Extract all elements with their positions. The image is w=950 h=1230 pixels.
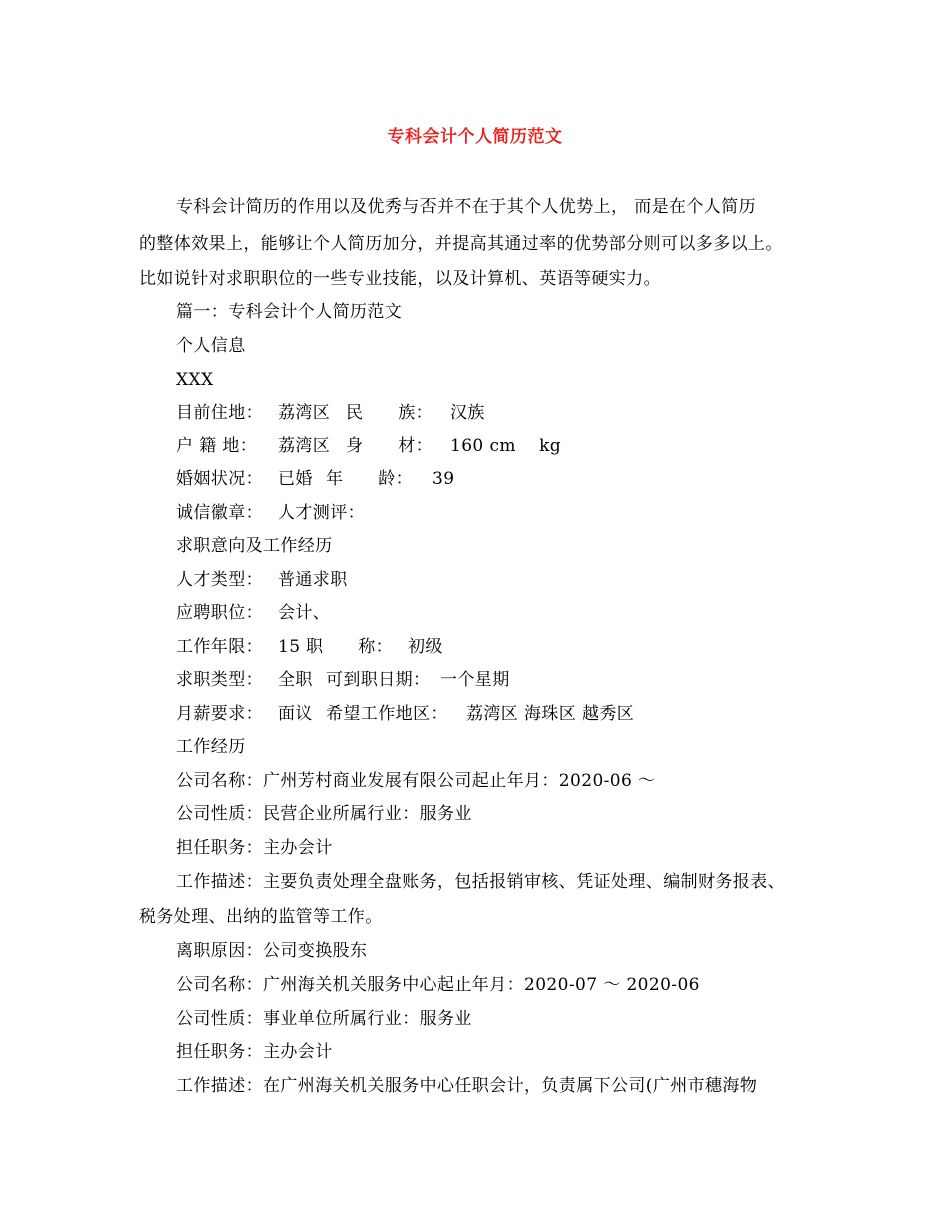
job-type-row [176, 669, 510, 691]
height-value: 160 cm kg [450, 436, 562, 456]
job-title-value: 初级 [408, 637, 443, 657]
candidate-name: XXX [176, 370, 214, 390]
experience-line: 公司名称：广州海关机关服务中心起止年月：2020-07 ～ 2020-06 [176, 975, 700, 995]
job-title-label: 职 称： [306, 637, 393, 657]
ethnic-label: 民 族： [346, 403, 433, 423]
hukou-label: 户 籍 地： [176, 436, 258, 456]
salary-value: 面议 [278, 704, 313, 724]
section-heading: 篇一：专科会计个人简历范文 [176, 302, 403, 322]
residence-label: 目前住地： [176, 403, 263, 423]
experience-line: 担任职务：主办会计 [176, 838, 333, 858]
intro-line-1: 专科会计简历的作用以及优秀与否并不在于其个人优势上， 而是在个人简历 [176, 197, 757, 217]
intro-line-3: 比如说针对求职职位的一些专业技能，以及计算机、英语等硬实力。 [139, 269, 661, 289]
start-date-value: 一个星期 [440, 670, 510, 690]
talent-type-value: 普通求职 [278, 570, 348, 590]
position-row [176, 602, 330, 624]
experience-heading: 工作经历 [176, 737, 246, 757]
experience-line: 工作描述：在广州海关机关服务中心任职会计，负责属下公司(广州市穗海物 [176, 1076, 758, 1096]
experience-line: 公司性质：民营企业所属行业：服务业 [176, 804, 472, 824]
talent-type-row [176, 569, 348, 591]
intro-line-2: 的整体效果上，能够让个人简历加分，并提高其通过率的优势部分则可以多多以上。 [139, 234, 783, 254]
salary-label: 月薪要求： [176, 704, 263, 724]
document-title: 专科会计个人简历范文 [387, 127, 563, 147]
experience-line: 担任职务：主办会计 [176, 1042, 333, 1062]
area-label: 希望工作地区： [326, 704, 448, 724]
job-type-label: 求职类型： [176, 670, 263, 690]
age-label: 年 龄： [326, 469, 413, 489]
marital-value: 已婚 [278, 469, 313, 489]
experience-line: 公司性质：事业单位所属行业：服务业 [176, 1009, 472, 1029]
position-label: 应聘职位： [176, 603, 263, 623]
test-label: 人才测评： [278, 503, 365, 523]
marital-label: 婚姻状况： [176, 469, 263, 489]
intent-heading: 求职意向及工作经历 [176, 536, 333, 556]
experience-line: 工作描述：主要负责处理全盘账务，包括报销审核、凭证处理、编制财务报表、 [176, 872, 785, 892]
marital-row [176, 468, 454, 490]
credit-row [176, 502, 365, 524]
salary-row [176, 703, 634, 725]
personal-info-heading: 个人信息 [176, 336, 246, 356]
start-date-label: 可到职日期： [326, 670, 431, 690]
residence-row [176, 402, 485, 424]
experience-line: 离职原因：公司变换股东 [176, 941, 368, 961]
residence-value: 荔湾区 [278, 403, 331, 423]
experience-line: 公司名称：广州芳村商业发展有限公司起止年月：2020-06 ～ [176, 771, 656, 791]
hukou-row [176, 435, 561, 457]
years-row [176, 636, 443, 658]
age-value: 39 [432, 469, 455, 489]
years-label: 工作年限： [176, 637, 263, 657]
ethnic-value: 汉族 [450, 403, 485, 423]
height-label: 身 材： [346, 436, 433, 456]
years-value: 15 [278, 637, 301, 657]
experience-line: 税务处理、出纳的监管等工作。 [139, 907, 383, 927]
area-value: 荔湾区 海珠区 越秀区 [466, 704, 635, 724]
job-type-value: 全职 [278, 670, 313, 690]
talent-type-label: 人才类型： [176, 570, 263, 590]
position-value: 会计、 [278, 603, 331, 623]
hukou-value: 荔湾区 [278, 436, 331, 456]
credit-label: 诚信徽章： [176, 503, 263, 523]
